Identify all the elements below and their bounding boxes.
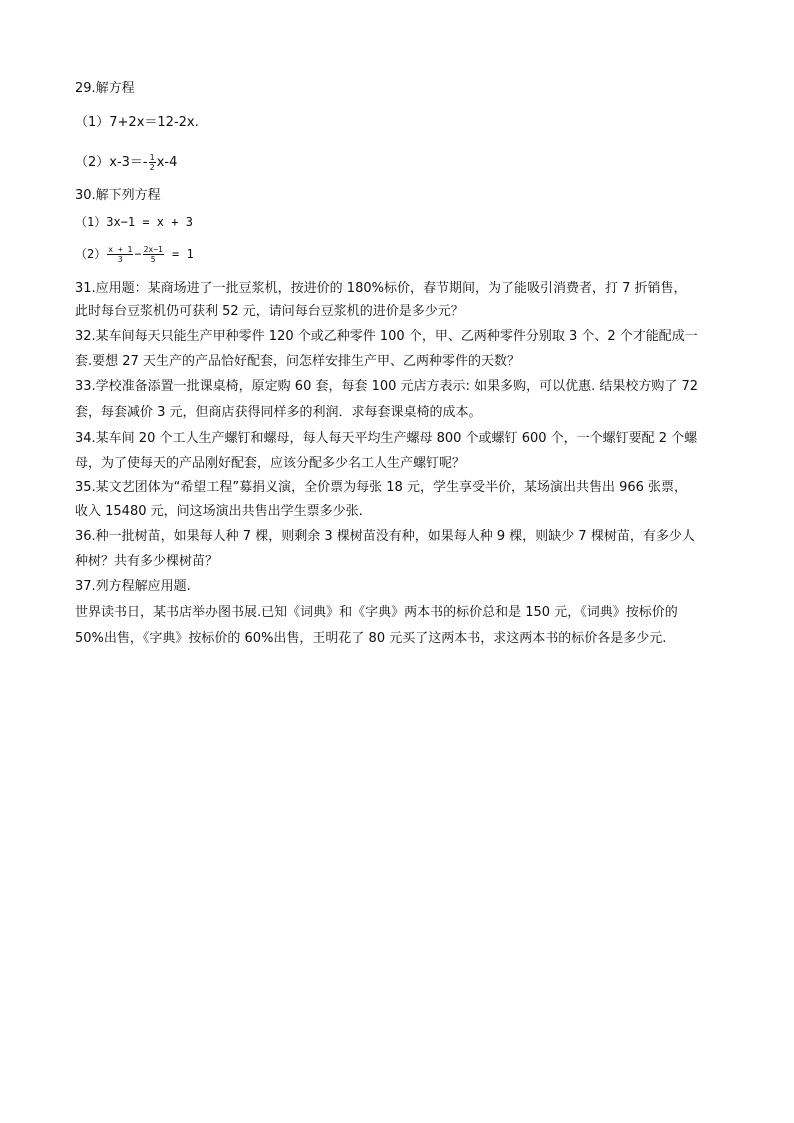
q34-line1: 34.某车间 20 个工人生产螺钉和螺母，每人每天平均生产螺母 800 个或螺钉 600 个，一个螺钉要配 2 个螺 bbox=[75, 431, 698, 446]
q29-fraction bbox=[149, 153, 156, 172]
q34-line2: 母，为了使每天的产品刚好配套，应该分配多少名工人生产螺钉呢？ bbox=[75, 456, 466, 471]
q30-fraction-1-numerator: x + 1 bbox=[108, 245, 133, 254]
q31-line1: 31.应用题：某商场进了一批豆浆机，按进价的 180%标价，春节期间，为了能吸引消费者，打 7 折销售， bbox=[75, 281, 687, 296]
q29-fraction-denominator: 2 bbox=[149, 163, 155, 172]
q30-part2-lead: （2） bbox=[75, 247, 107, 261]
q30-part1: （1）3x−1 = x + 3 bbox=[75, 215, 193, 229]
q37-title: 37.列方程解应用题. bbox=[75, 579, 191, 594]
q29-part2 bbox=[75, 153, 177, 172]
q36-line2: 种树？共有多少棵树苗？ bbox=[75, 554, 219, 569]
q31-line2: 此时每台豆浆机仍可获利 52 元，请问每台豆浆机的进价是多少元？ bbox=[75, 304, 464, 319]
q30-fraction-2 bbox=[143, 245, 164, 264]
q32-line2: 套.要想 27 天生产的产品恰好配套，问怎样安排生产甲、乙两种零件的天数？ bbox=[75, 354, 520, 369]
q30-title: 30.解下列方程 bbox=[75, 188, 161, 203]
q30-fraction-1 bbox=[107, 245, 133, 264]
q30-part2-tail: = 1 bbox=[164, 247, 194, 261]
q29-part2-lead: （2）x-3＝- bbox=[75, 155, 148, 170]
q30-minus-sign: − bbox=[134, 247, 142, 261]
q29-part1: （1）7+2x＝12-2x. bbox=[75, 115, 199, 130]
q37-line2: 世界读书日，某书店举办图书展.已知《词典》和《字典》两本书的标价总和是 150 元，《词典》按标价的 bbox=[75, 605, 678, 620]
q30-fraction-2-numerator: 2x−1 bbox=[143, 245, 163, 254]
q29-fraction-numerator: 1 bbox=[149, 153, 155, 162]
q29-part2-tail: x-4 bbox=[156, 155, 178, 170]
q35-line1: 35.某文艺团体为“希望工程”募捐义演，全价票为每张 18 元，学生享受半价，某场演出共售出 966 张票， bbox=[75, 480, 688, 495]
q33-line2: 套，每套减价 3 元，但商店获得同样多的利润．求每套课桌椅的成本。 bbox=[75, 405, 482, 420]
q36-line1: 36.种一批树苗，如果每人种 7 棵，则剩余 3 棵树苗没有种，如果每人种 9 棵，则缺少 7 棵树苗，有多少人 bbox=[75, 529, 695, 544]
q32-line1: 32.某车间每天只能生产甲种零件 120 个或乙种零件 100 个，甲、乙两种零件分别取 3 个、2 个才能配成一 bbox=[75, 329, 698, 344]
q33-line1: 33.学校准备添置一批课桌椅，原定购 60 套，每套 100 元店方表示: 如果多购，可以优惠. 结果校方购了 72 bbox=[75, 379, 699, 394]
q37-line3: 50%出售，《字典》按标价的 60%出售，王明花了 80 元买了这两本书，求这两本书的标价各是多少元. bbox=[75, 631, 667, 646]
q29-title: 29.解方程 bbox=[75, 81, 135, 96]
q30-fraction-2-denominator: 5 bbox=[150, 255, 156, 264]
q30-fraction-1-denominator: 3 bbox=[117, 255, 123, 264]
q35-line2: 收入 15480 元，问这场演出共售出学生票多少张. bbox=[75, 504, 363, 519]
q30-part2 bbox=[75, 245, 194, 264]
